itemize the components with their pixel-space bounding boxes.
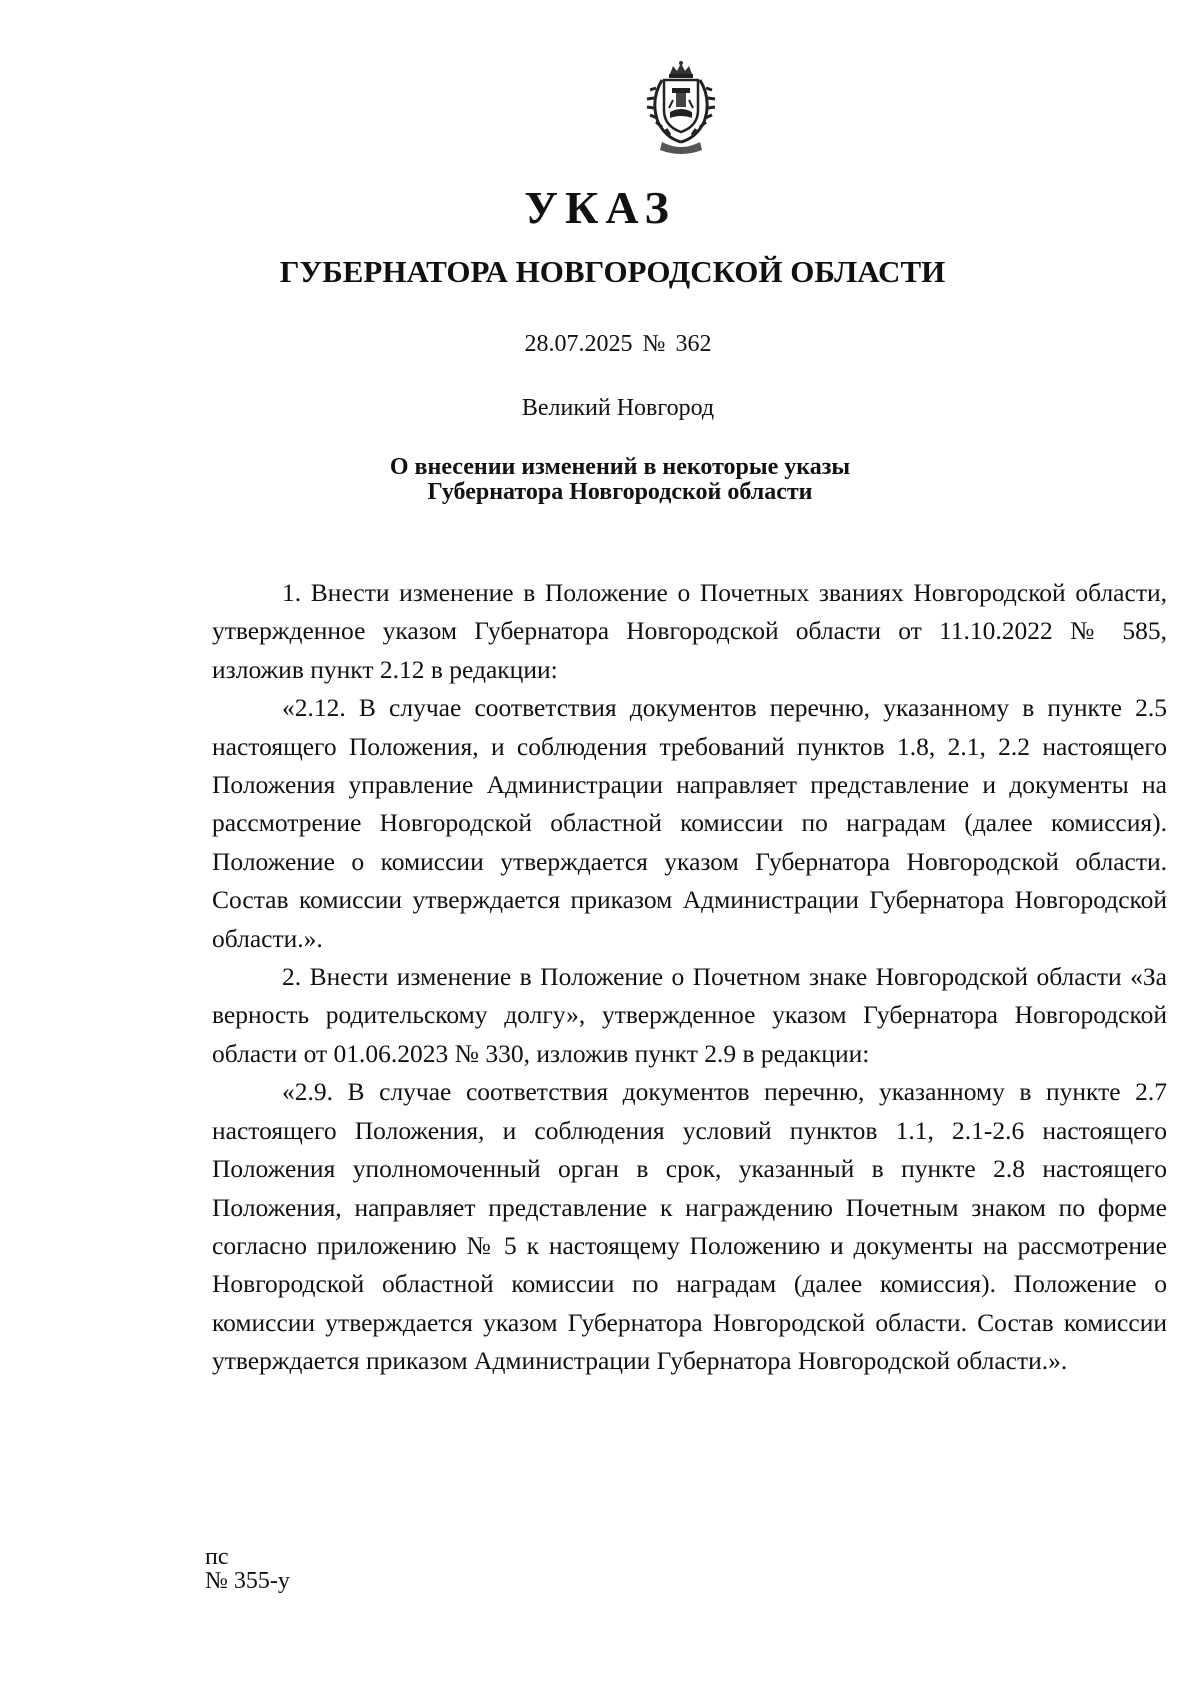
body-paragraph: «2.9. В случае соответствия документов перечню, указанному в пункте 2.7 настоящего Положения, и соблюдения условий пунктов 1.1, 2.1-2.6 настоящего Положения уполномоченный орган в срок, указанный в пункте 2.8 настоящего Положения, направляет представление к награждению Почетным знаком по форме согласно приложению № 5 к настоящему Положению и документы на рассмотрение Новгородской областной комиссии по наградам (далее комиссия). Положение о комиссии утверждается указом Губернатора Новгородской области. Состав комиссии утверждается приказом Администрации Губернатора Новгородской области.».: [212, 1077, 1167, 1376]
city-name: Великий Новгород: [521, 395, 715, 421]
issuer-subtitle: ГУБЕРНАТОРА НОВГОРОДСКОЙ ОБЛАСТИ: [279, 254, 946, 289]
footer-registration: [205, 1545, 290, 1593]
executor-initials: пс: [205, 1544, 229, 1570]
number-sign: №: [642, 331, 666, 357]
body-paragraph: «2.12. В случае соответствия документов перечню, указанному в пункте 2.5 настоящего Положения, и соблюдения требований пунктов 1.8, 2.1, 2.2 настоящего Положения управление Администрации направляет представление и документы на рассмотрение Новгородской областной комиссии по наградам (далее комиссия). Положение о комиссии утверждается указом Губернатора Новгородской области. Состав комиссии утверждается приказом Администрации Губернатора Новгородской области.».: [212, 693, 1167, 953]
coat-of-arms-icon: [640, 60, 722, 158]
subject-title-line-1: О внесении изменений в некоторые указы: [389, 454, 851, 480]
document-body: [212, 574, 1167, 1381]
registration-number: № 355-у: [205, 1568, 290, 1594]
body-paragraph: 2. Внести изменение в Положение о Почетном знаке Новгородской области «За верность родительскому долгу», утвержденное указом Губернатора Новгородской области от 01.06.2023 № 330, изложив пункт 2.9 в редакции:: [212, 962, 1167, 1068]
document-number: 362: [675, 331, 712, 357]
subject-title-line-2: Губернатора Новгородской области: [427, 479, 813, 505]
document-subject-title: [0, 455, 1200, 505]
document-type-title: УКАЗ: [524, 182, 676, 233]
body-paragraph: 1. Внести изменение в Положение о Почетных званиях Новгородской области, утвержденное указом Губернатора Новгородской области от 11.10.2022 № 585, изложив пункт 2.12 в редакции:: [212, 578, 1167, 684]
date-number-line: [0, 328, 1200, 360]
document-date: 28.07.2025: [524, 331, 633, 357]
